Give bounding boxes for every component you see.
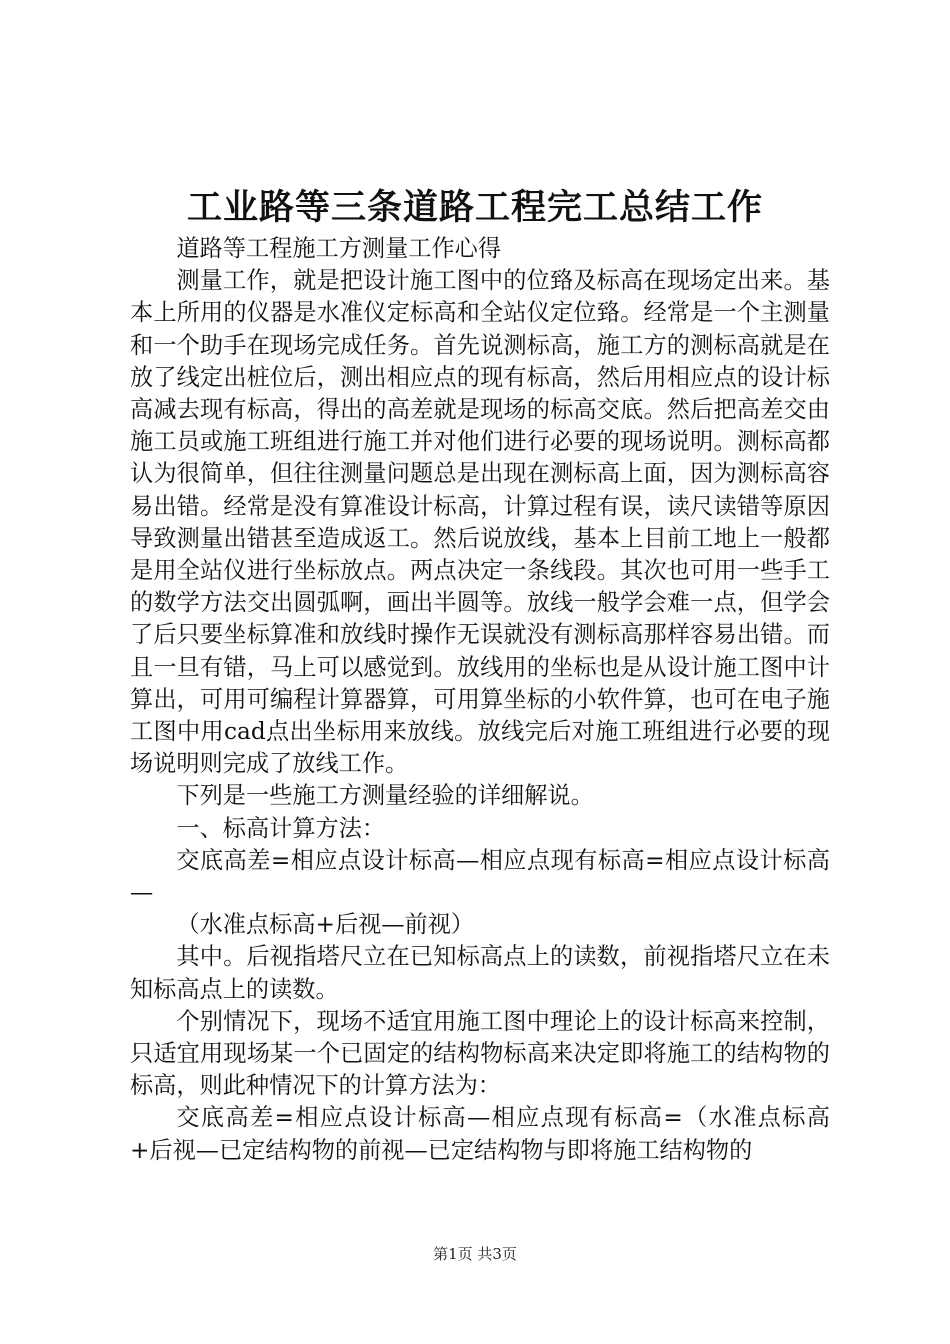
paragraph-subtitle: 道路等工程施工方测量工作心得: [176, 235, 502, 262]
formula-line-3: 交底高差=相应点设计标高—相应点现有标高=（水准点标高+后视—已定结构物的前视—已定结构物与即将施工结构物的: [130, 1104, 830, 1164]
document-body: [130, 233, 830, 1167]
formula-line-1: 交底高差=相应点设计标高—相应点现有标高=相应点设计标高—: [130, 846, 830, 907]
paragraph-special-case: 个别情况下，现场不适宜用施工图中理论上的设计标高来控制，只适宜用现场某一个已固定的结构物标高来决定即将施工的结构物的标高，则此种情况下的计算方法为：: [130, 1007, 830, 1100]
paragraph-definition: 其中。后视指塔尺立在已知标高点上的读数，前视指塔尺立在未知标高点上的读数。: [130, 943, 830, 1003]
formula-line-2: （水准点标高+后视—前视）: [176, 911, 475, 939]
paragraph-intro: 测量工作，就是把设计施工图中的位臵及标高在现场定出来。基本上所用的仪器是水准仪定标高和全站仪定位臵。经常是一个主测量和一个助手在现场完成任务。首先说测标高，施工方的测标高就是在放了线定出桩位后，测出相应点的现有标高，然后用相应点的设计标高减去现有标高，得出的高差就是现场的标高交底。然后把高差交由施工员或施工班组进行施工并对他们进行必要的现场说明。测标高都认为很简单，但往往测量问题总是出现在测标高上面，因为测标高容易出错。经常是没有算准设计标高，计算过程有误，读尺读错等原因导致测量出错甚至造成返工。然后说放线，基本上目前工地上一般都是用全站仪进行坐标放点。两点决定一条线段。其次也可用一些手工的数学方法交出圆弧啊，画出半圆等。放线一般学会难一点，但学会了后只要坐标算准和放线时操作无误就没有测标高那样容易出错。而且一旦有错，马上可以感觉到。放线用的坐标也是从设计施工图中计算出，可用可编程计算器算，可用算坐标的小软件算，也可在电子施工图中用cad点出坐标用来放线。放线完后对施工班组进行必要的现场说明则完成了放线工作。: [130, 267, 830, 778]
page-footer: 第1页 共3页: [433, 1245, 517, 1263]
paragraph-lead: 下列是一些施工方测量经验的详细解说。: [176, 782, 594, 810]
section-heading: 一、标高计算方法：: [176, 814, 386, 842]
document-title: 工业路等三条道路工程完工总结工作: [186, 187, 763, 228]
